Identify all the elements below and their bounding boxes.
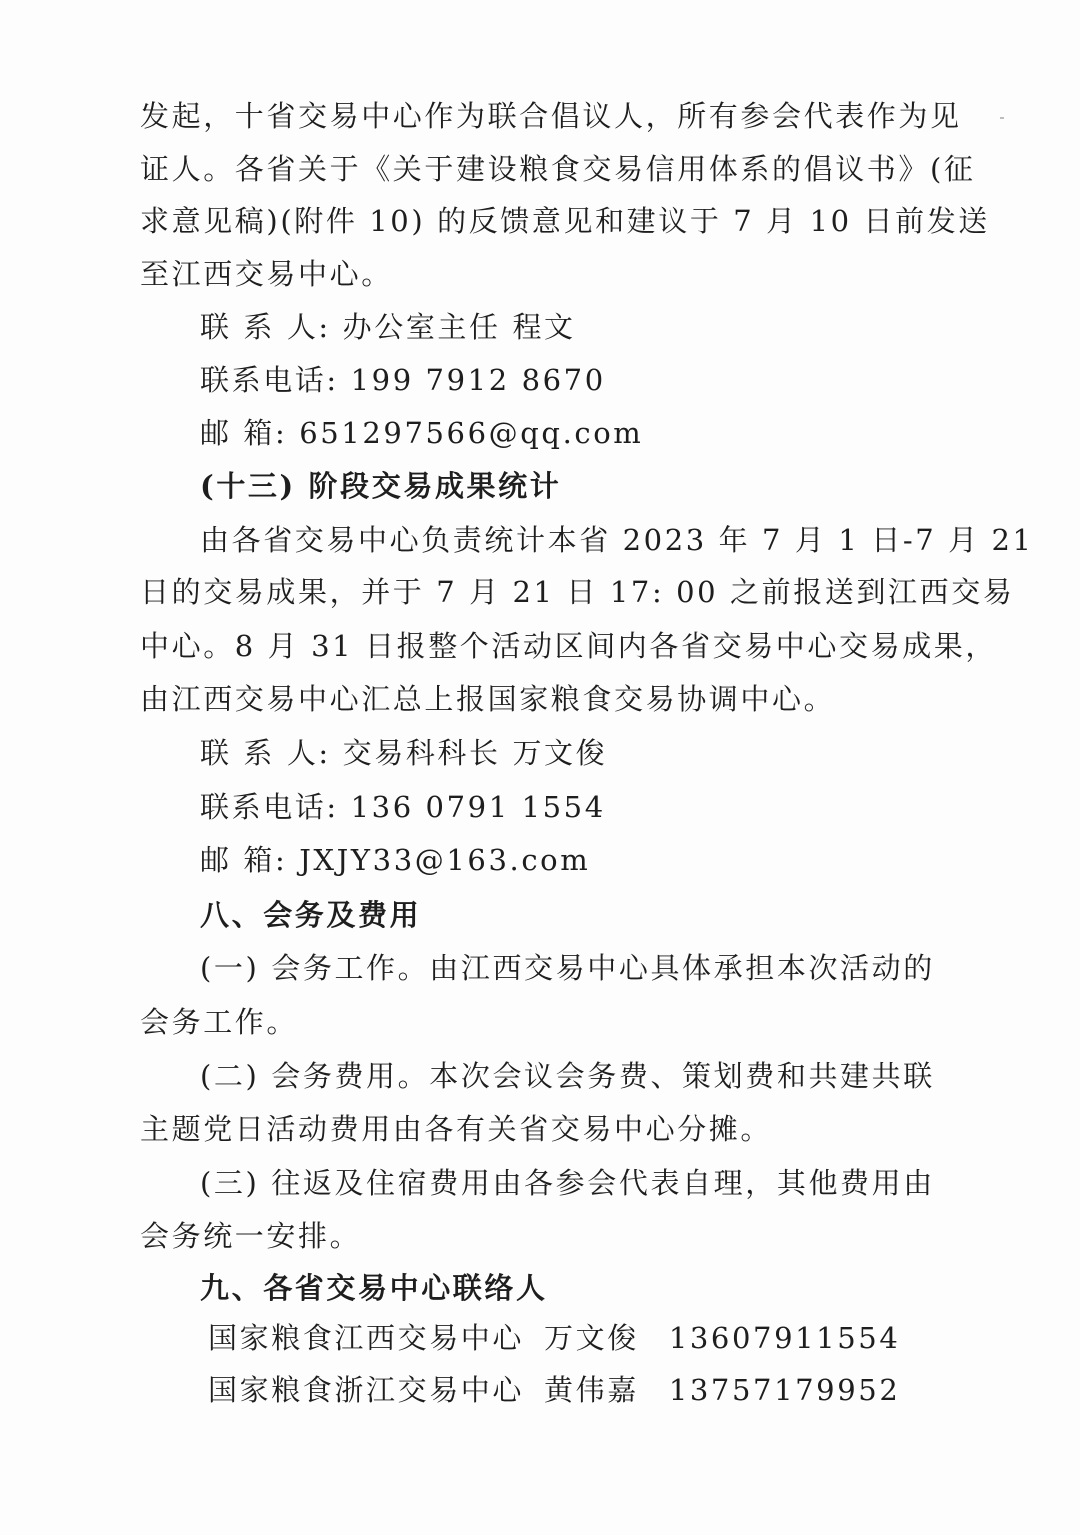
paragraph-line: 至江西交易中心。 [140, 257, 393, 291]
paragraph-line: 证人。各省关于《关于建设粮食交易信用体系的倡议书》(征 [140, 152, 976, 186]
contact-person: 万文俊 [544, 1321, 639, 1355]
paragraph-line: (三) 往返及住宿费用由各参会代表自理，其他费用由 [200, 1166, 935, 1200]
contact-phone-line: 联系电话: 136 0791 1554 [200, 790, 606, 824]
paragraph-line: 发起，十省交易中心作为联合倡议人，所有参会代表作为见 [140, 99, 962, 133]
contact-row [208, 1319, 900, 1357]
paragraph-line: 主题党日活动费用由各有关省交易中心分摊。 [140, 1112, 773, 1146]
paragraph-line: 会务工作。 [140, 1005, 299, 1039]
scan-speck [1000, 117, 1004, 119]
contact-person: 黄伟嘉 [544, 1373, 639, 1407]
contact-email-line: 邮 箱: JXJY33@163.com [200, 843, 591, 877]
section-heading: 九、各省交易中心联络人 [200, 1271, 548, 1305]
section-heading: (十三) 阶段交易成果统计 [200, 469, 562, 503]
contact-email-line: 邮 箱: 651297566@qq.com [200, 416, 644, 450]
paragraph-line: 由江西交易中心汇总上报国家粮食交易协调中心。 [140, 682, 836, 716]
contact-org: 国家粮食浙江交易中心 [208, 1373, 525, 1407]
contact-phone-line: 联系电话: 199 7912 8670 [200, 363, 606, 397]
paragraph-line: (一) 会务工作。由江西交易中心具体承担本次活动的 [200, 951, 935, 985]
paragraph-line: (二) 会务费用。本次会议会务费、策划费和共建共联 [200, 1059, 935, 1093]
section-heading: 八、会务及费用 [200, 898, 422, 932]
contact-person-line: 联 系 人: 办公室主任 程文 [200, 310, 576, 344]
contact-phone: 13607911554 [668, 1321, 901, 1355]
paragraph-line: 由各省交易中心负责统计本省 2023 年 7 月 1 日-7 月 21 [200, 523, 1034, 557]
contact-phone: 13757179952 [668, 1373, 901, 1407]
contact-org: 国家粮食江西交易中心 [208, 1321, 525, 1355]
contact-person-line: 联 系 人: 交易科科长 万文俊 [200, 736, 608, 770]
paragraph-line: 会务统一安排。 [140, 1219, 362, 1253]
paragraph-line: 日的交易成果，并于 7 月 21 日 17: 00 之前报送到江西交易 [140, 575, 1015, 609]
contact-row [208, 1371, 900, 1409]
paragraph-line: 求意见稿)(附件 10) 的反馈意见和建议于 7 月 10 日前发送 [140, 204, 990, 238]
paragraph-line: 中心。8 月 31 日报整个活动区间内各省交易中心交易成果， [140, 629, 998, 663]
